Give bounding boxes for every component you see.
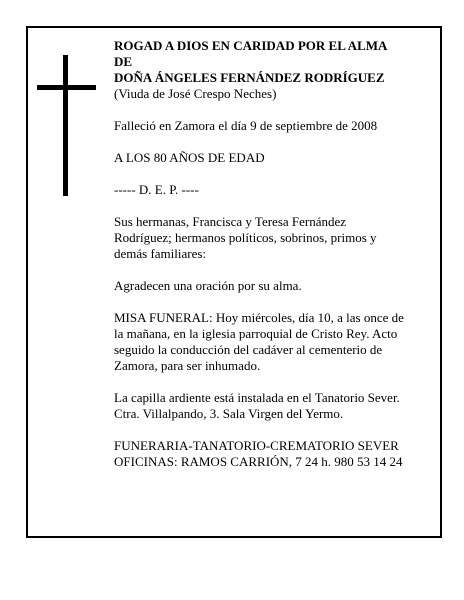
chapel-line-1: La capilla ardiente está instalada en el Tanatorio Sever. — [114, 390, 400, 405]
cross-horizontal-bar — [37, 85, 96, 90]
header-line-2: DE — [114, 54, 133, 69]
funeral-line-1: MISA FUNERAL: Hoy miércoles, día 10, a las once de — [114, 310, 404, 325]
funeral-line-2: la mañana, en la iglesia parroquial de Cristo Rey. Acto — [114, 326, 398, 341]
family-line-3: demás familiares: — [114, 246, 207, 261]
chapel-paragraph — [114, 390, 444, 422]
funeral-line-4: Zamora, para ser inhumado. — [114, 358, 261, 373]
obituary-text — [114, 38, 444, 470]
funeral-line-3: seguido la conducción del cadáver al cementerio de — [114, 342, 383, 357]
funeral-paragraph — [114, 310, 444, 374]
deceased-subtitle: (Viuda de José Crespo Neches) — [114, 86, 277, 101]
obituary-header — [114, 38, 444, 102]
footer-line-1: FUNERARIA-TANATORIO-CREMATORIO SEVER — [114, 438, 399, 453]
age-line: A LOS 80 AÑOS DE EDAD — [114, 150, 265, 165]
footer-line-2: OFICINAS: RAMOS CARRIÓN, 7 24 h. 980 53 14 24 — [114, 454, 403, 469]
header-line-1: ROGAD A DIOS EN CARIDAD POR EL ALMA — [114, 38, 388, 53]
family-paragraph — [114, 214, 444, 262]
cross-vertical-bar — [63, 55, 68, 196]
deceased-name: DOÑA ÁNGELES FERNÁNDEZ RODRÍGUEZ — [114, 70, 385, 85]
footer-paragraph — [114, 438, 444, 470]
thanks-line: Agradecen una oración por su alma. — [114, 278, 302, 293]
rip-line: ----- D. E. P. ---- — [114, 182, 199, 197]
death-notice: Falleció en Zamora el día 9 de septiembre de 2008 — [114, 118, 378, 133]
family-line-2: Rodríguez; hermanos políticos, sobrinos, primos y — [114, 230, 377, 245]
chapel-line-2: Ctra. Villalpando, 3. Sala Virgen del Yermo. — [114, 406, 344, 421]
family-line-1: Sus hermanas, Francisca y Teresa Fernández — [114, 214, 347, 229]
